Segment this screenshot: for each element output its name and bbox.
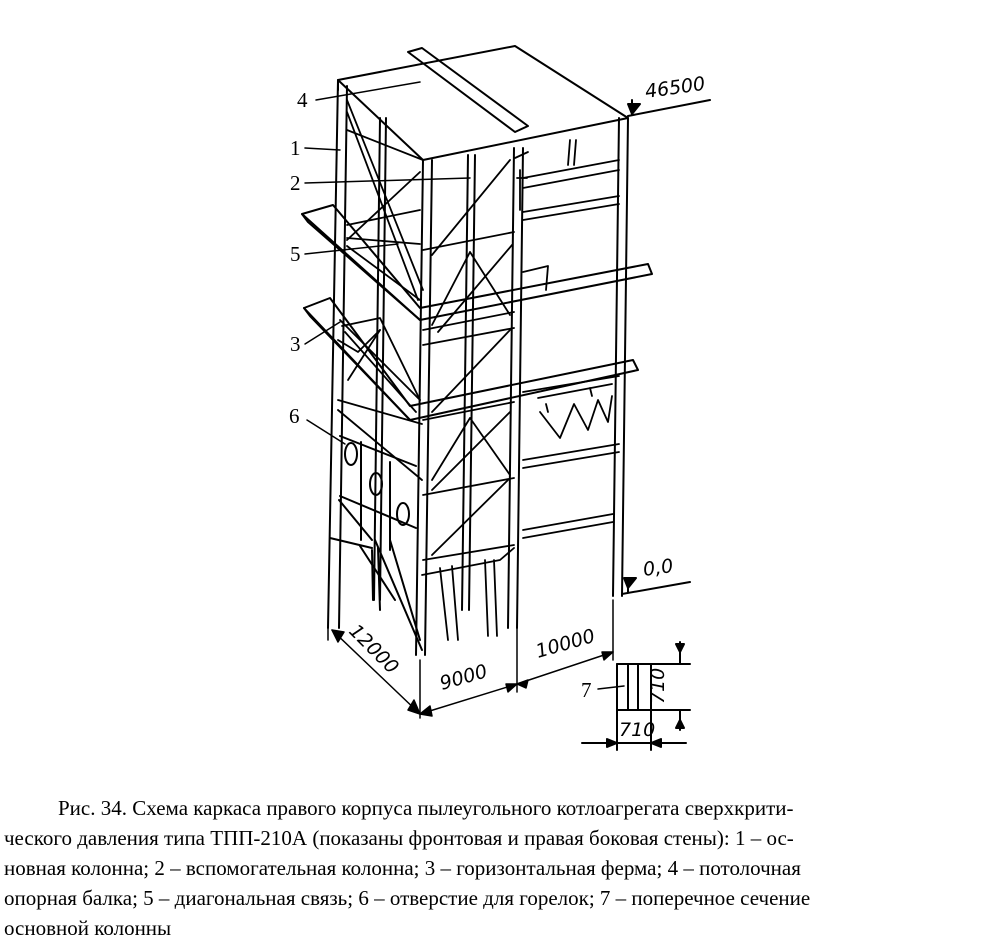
caption-line-2: ческого давления типа ТПП-210А (показаны фронтовая и правая боковая стены): 1 – ос-	[4, 826, 794, 850]
caption-line-4: опорная балка; 5 – диагональная связь; 6 – отверстие для горелок; 7 – поперечное сечение	[4, 886, 811, 910]
callout-3: 3	[290, 332, 301, 356]
callout-6: 6	[289, 404, 300, 428]
callout-1: 1	[290, 136, 301, 160]
caption-line-3: новная колонна; 2 – вспомогательная колонна; 3 – горизонтальная ферма; 4 – потолочная	[4, 856, 801, 880]
figure-caption	[4, 793, 994, 943]
callout-7: 7	[581, 678, 592, 702]
truss-zigzag	[538, 384, 612, 438]
elevation-top-label: 46500	[643, 72, 707, 103]
lower-legs	[330, 500, 422, 650]
ceiling-support-beam	[408, 48, 528, 132]
dimension-right-width-label: 10000	[533, 624, 598, 663]
callout-4: 4	[297, 88, 308, 112]
elevation-markers	[622, 100, 710, 594]
caption-line-5: основной колонны	[4, 916, 172, 940]
callout-2: 2	[290, 171, 301, 195]
right-wall-framing	[515, 140, 619, 538]
dimension-depth-label: 12000	[344, 619, 403, 679]
elevation-ground-label: 0,0	[641, 554, 675, 581]
section-width-label: 710	[619, 719, 656, 741]
dimension-front-width-label: 9000	[437, 660, 490, 695]
caption-line-1: Рис. 34. Схема каркаса правого корпуса пылеугольного котлоагрегата сверхкрити-	[58, 796, 794, 820]
callout-5: 5	[290, 242, 301, 266]
section-height-label: 710	[647, 667, 669, 704]
burner-openings	[340, 436, 416, 550]
